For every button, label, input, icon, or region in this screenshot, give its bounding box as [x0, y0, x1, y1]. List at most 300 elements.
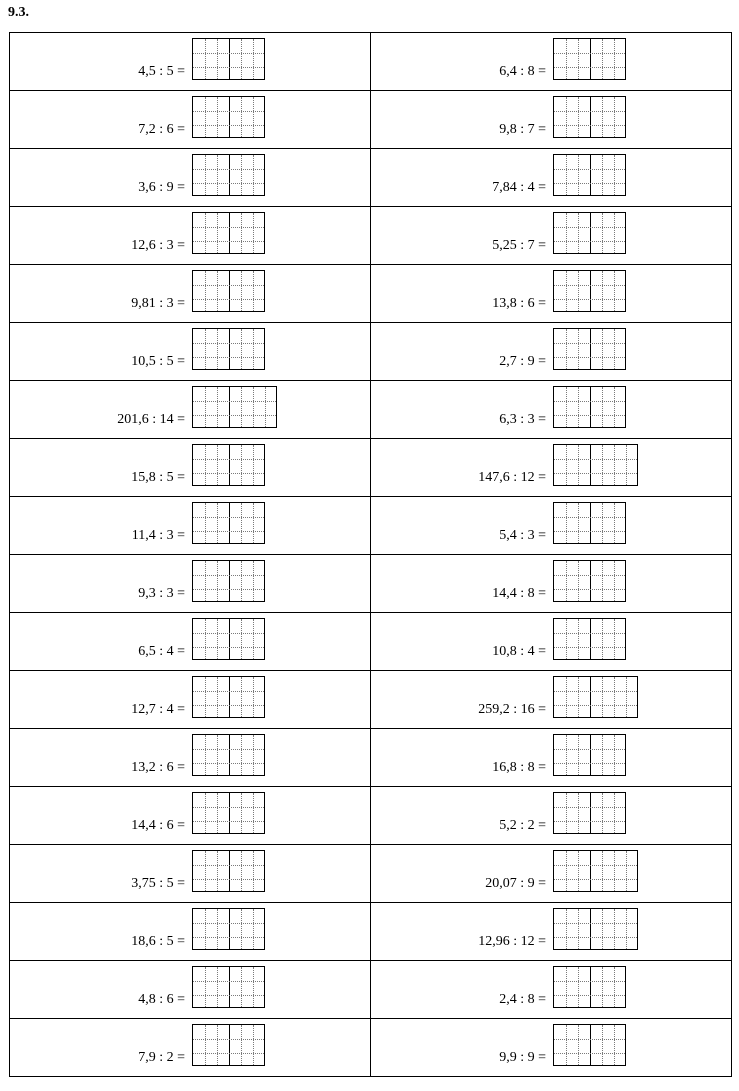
grid-column-line: [566, 735, 567, 775]
exercise-cell-left: [10, 961, 371, 1019]
grid-column-line: [578, 39, 579, 79]
grid-column-line: [241, 387, 242, 427]
grid-row-line: [554, 589, 625, 590]
grid-column-line: [217, 909, 218, 949]
division-expression: 18,6 : 5 =: [131, 934, 185, 949]
grid-column-line: [566, 1025, 567, 1065]
exercise-cell-left: [10, 497, 371, 555]
exercise-cell-left: [10, 265, 371, 323]
grid-column-line: [602, 619, 603, 659]
exercise-cell-right: [371, 555, 732, 613]
grid-column-line: [566, 619, 567, 659]
grid-column-line: [253, 909, 254, 949]
grid-column-line: [578, 561, 579, 601]
division-expression: 6,5 : 4 =: [138, 644, 185, 659]
grid-column-line: [229, 329, 230, 369]
division-expression: 5,4 : 3 =: [499, 528, 546, 543]
grid-column-line: [578, 97, 579, 137]
exercise-cell-left: [10, 555, 371, 613]
grid-column-line: [253, 271, 254, 311]
answer-grid[interactable]: [553, 734, 626, 776]
grid-row-line: [554, 923, 637, 924]
exercise-cell-left: [10, 729, 371, 787]
answer-grid[interactable]: [192, 676, 265, 718]
grid-column-line: [253, 503, 254, 543]
exercise-cell-left: [10, 381, 371, 439]
grid-row-line: [193, 633, 264, 634]
grid-row-line: [193, 705, 264, 706]
grid-row-line: [554, 1039, 625, 1040]
grid-column-line: [229, 271, 230, 311]
grid-row-line: [554, 227, 625, 228]
exercise-cell-right: [371, 323, 732, 381]
answer-grid[interactable]: [553, 270, 626, 312]
grid-row-line: [193, 183, 264, 184]
answer-grid[interactable]: [553, 676, 638, 718]
grid-column-line: [590, 155, 591, 195]
exercise-cell-left: [10, 613, 371, 671]
grid-column-line: [602, 967, 603, 1007]
exercise-cell-left: [10, 1019, 371, 1077]
answer-grid[interactable]: [553, 908, 638, 950]
grid-column-line: [590, 213, 591, 253]
grid-column-line: [566, 329, 567, 369]
grid-row-line: [193, 749, 264, 750]
answer-grid[interactable]: [553, 154, 626, 196]
grid-column-line: [590, 735, 591, 775]
grid-row-line: [554, 401, 625, 402]
grid-column-line: [614, 561, 615, 601]
grid-column-line: [614, 967, 615, 1007]
grid-column-line: [253, 735, 254, 775]
grid-column-line: [253, 619, 254, 659]
exercise-cell-right: [371, 439, 732, 497]
grid-column-line: [590, 39, 591, 79]
grid-column-line: [626, 677, 627, 717]
grid-column-line: [241, 561, 242, 601]
grid-column-line: [217, 97, 218, 137]
grid-row-line: [193, 995, 264, 996]
exercise-cell-right: [371, 1019, 732, 1077]
grid-column-line: [217, 677, 218, 717]
exercise-cell-left: [10, 787, 371, 845]
grid-row-line: [554, 1053, 625, 1054]
grid-column-line: [602, 445, 603, 485]
grid-column-line: [602, 909, 603, 949]
grid-row-line: [554, 473, 637, 474]
answer-grid[interactable]: [192, 38, 265, 80]
grid-row-line: [554, 821, 625, 822]
grid-column-line: [602, 851, 603, 891]
grid-column-line: [602, 97, 603, 137]
grid-column-line: [614, 677, 615, 717]
exercise-cell-left: [10, 323, 371, 381]
answer-grid[interactable]: [553, 1024, 626, 1066]
grid-column-line: [229, 97, 230, 137]
grid-column-line: [614, 213, 615, 253]
exercise-row: [10, 903, 732, 961]
exercise-cell-right: [371, 381, 732, 439]
division-expression: 9,9 : 9 =: [499, 1050, 546, 1065]
grid-column-line: [590, 271, 591, 311]
grid-column-line: [229, 387, 230, 427]
answer-grid[interactable]: [553, 792, 626, 834]
grid-column-line: [566, 39, 567, 79]
answer-grid[interactable]: [553, 560, 626, 602]
exercise-row: [10, 323, 732, 381]
grid-row-line: [193, 1053, 264, 1054]
grid-column-line: [590, 387, 591, 427]
grid-column-line: [217, 155, 218, 195]
exercise-row: [10, 787, 732, 845]
grid-column-line: [241, 793, 242, 833]
grid-row-line: [193, 691, 264, 692]
grid-column-line: [578, 503, 579, 543]
grid-column-line: [578, 329, 579, 369]
division-expression: 3,6 : 9 =: [138, 180, 185, 195]
grid-column-line: [217, 445, 218, 485]
grid-column-line: [205, 967, 206, 1007]
exercise-cell-left: [10, 33, 371, 91]
grid-row-line: [193, 937, 264, 938]
grid-row-line: [193, 473, 264, 474]
exercise-row: [10, 497, 732, 555]
exercise-row: [10, 961, 732, 1019]
grid-row-line: [193, 285, 264, 286]
grid-column-line: [590, 793, 591, 833]
answer-grid[interactable]: [192, 328, 265, 370]
grid-column-line: [614, 619, 615, 659]
grid-column-line: [217, 39, 218, 79]
answer-grid[interactable]: [192, 444, 265, 486]
grid-column-line: [614, 1025, 615, 1065]
answer-grid[interactable]: [192, 212, 265, 254]
exercise-cell-right: [371, 613, 732, 671]
exercise-cell-right: [371, 845, 732, 903]
grid-row-line: [554, 865, 637, 866]
grid-row-line: [193, 821, 264, 822]
grid-column-line: [566, 155, 567, 195]
exercise-row: [10, 555, 732, 613]
grid-column-line: [241, 735, 242, 775]
grid-column-line: [253, 445, 254, 485]
exercise-row: [10, 33, 732, 91]
grid-column-line: [253, 561, 254, 601]
exercise-cell-right: [371, 265, 732, 323]
division-expression: 7,9 : 2 =: [138, 1050, 185, 1065]
exercise-cell-left: [10, 149, 371, 207]
exercise-cell-left: [10, 91, 371, 149]
grid-column-line: [253, 1025, 254, 1065]
grid-column-line: [566, 793, 567, 833]
grid-row-line: [554, 53, 625, 54]
exercise-cell-right: [371, 903, 732, 961]
grid-column-line: [241, 619, 242, 659]
answer-grid[interactable]: [192, 618, 265, 660]
grid-column-line: [590, 909, 591, 949]
division-expression: 201,6 : 14 =: [117, 412, 185, 427]
division-expression: 7,2 : 6 =: [138, 122, 185, 137]
grid-column-line: [253, 155, 254, 195]
grid-column-line: [205, 155, 206, 195]
grid-column-line: [253, 387, 254, 427]
grid-column-line: [229, 39, 230, 79]
grid-column-line: [217, 213, 218, 253]
grid-column-line: [241, 445, 242, 485]
grid-row-line: [554, 299, 625, 300]
grid-row-line: [193, 111, 264, 112]
grid-column-line: [217, 793, 218, 833]
exercise-row: [10, 613, 732, 671]
answer-grid[interactable]: [192, 386, 277, 428]
grid-column-line: [590, 967, 591, 1007]
grid-row-line: [554, 691, 637, 692]
grid-column-line: [578, 793, 579, 833]
grid-column-line: [614, 155, 615, 195]
grid-row-line: [193, 879, 264, 880]
grid-column-line: [614, 793, 615, 833]
grid-column-line: [578, 909, 579, 949]
grid-column-line: [205, 503, 206, 543]
grid-column-line: [205, 387, 206, 427]
grid-column-line: [205, 909, 206, 949]
grid-column-line: [217, 387, 218, 427]
grid-column-line: [205, 271, 206, 311]
answer-grid[interactable]: [553, 966, 626, 1008]
division-expression: 4,5 : 5 =: [138, 64, 185, 79]
grid-row-line: [193, 531, 264, 532]
grid-column-line: [578, 155, 579, 195]
exercise-cell-left: [10, 845, 371, 903]
answer-grid[interactable]: [553, 502, 626, 544]
division-expression: 2,4 : 8 =: [499, 992, 546, 1007]
division-expression: 10,5 : 5 =: [131, 354, 185, 369]
answer-grid[interactable]: [192, 1024, 265, 1066]
grid-column-line: [614, 39, 615, 79]
exercise-cell-right: [371, 729, 732, 787]
grid-column-line: [566, 387, 567, 427]
grid-column-line: [614, 445, 615, 485]
division-expression: 15,8 : 5 =: [131, 470, 185, 485]
grid-row-line: [554, 343, 625, 344]
grid-row-line: [554, 67, 625, 68]
exercise-row: [10, 671, 732, 729]
grid-row-line: [193, 169, 264, 170]
division-expression: 9,8 : 7 =: [499, 122, 546, 137]
grid-column-line: [626, 445, 627, 485]
grid-column-line: [205, 1025, 206, 1065]
answer-grid[interactable]: [192, 734, 265, 776]
division-expression: 20,07 : 9 =: [485, 876, 546, 891]
grid-column-line: [626, 909, 627, 949]
exercise-number: 9.3.: [8, 5, 29, 20]
grid-row-line: [193, 517, 264, 518]
answer-grid[interactable]: [192, 560, 265, 602]
division-expression: 6,3 : 3 =: [499, 412, 546, 427]
grid-column-line: [229, 561, 230, 601]
grid-column-line: [229, 851, 230, 891]
grid-row-line: [554, 169, 625, 170]
grid-column-line: [602, 39, 603, 79]
grid-row-line: [554, 575, 625, 576]
grid-column-line: [614, 503, 615, 543]
grid-column-line: [229, 503, 230, 543]
grid-column-line: [253, 967, 254, 1007]
grid-column-line: [241, 155, 242, 195]
division-expression: 6,4 : 8 =: [499, 64, 546, 79]
answer-grid[interactable]: [192, 850, 265, 892]
grid-column-line: [229, 1025, 230, 1065]
grid-column-line: [602, 503, 603, 543]
grid-column-line: [253, 329, 254, 369]
grid-column-line: [590, 619, 591, 659]
grid-column-line: [229, 793, 230, 833]
grid-column-line: [614, 387, 615, 427]
grid-column-line: [253, 793, 254, 833]
grid-column-line: [205, 793, 206, 833]
grid-column-line: [566, 677, 567, 717]
grid-column-line: [602, 387, 603, 427]
division-expression: 9,3 : 3 =: [138, 586, 185, 601]
grid-column-line: [205, 735, 206, 775]
grid-column-line: [241, 503, 242, 543]
exercise-row: [10, 381, 732, 439]
grid-row-line: [554, 285, 625, 286]
grid-column-line: [578, 271, 579, 311]
division-expression: 5,2 : 2 =: [499, 818, 546, 833]
grid-row-line: [554, 111, 625, 112]
grid-column-line: [566, 213, 567, 253]
answer-grid[interactable]: [553, 850, 638, 892]
exercise-row: [10, 729, 732, 787]
grid-column-line: [241, 967, 242, 1007]
grid-column-line: [205, 677, 206, 717]
grid-column-line: [566, 909, 567, 949]
grid-column-line: [602, 561, 603, 601]
grid-column-line: [602, 213, 603, 253]
grid-column-line: [217, 271, 218, 311]
exercise-table: [9, 32, 732, 1077]
exercise-cell-right: [371, 149, 732, 207]
exercise-cell-right: [371, 671, 732, 729]
answer-grid[interactable]: [192, 502, 265, 544]
answer-grid[interactable]: [192, 792, 265, 834]
answer-grid[interactable]: [553, 386, 626, 428]
grid-column-line: [217, 967, 218, 1007]
grid-column-line: [205, 329, 206, 369]
exercise-cell-right: [371, 787, 732, 845]
grid-column-line: [602, 329, 603, 369]
grid-row-line: [554, 937, 637, 938]
grid-column-line: [241, 97, 242, 137]
division-expression: 12,96 : 12 =: [478, 934, 546, 949]
grid-column-line: [241, 271, 242, 311]
grid-column-line: [253, 97, 254, 137]
grid-column-line: [253, 677, 254, 717]
division-expression: 12,7 : 4 =: [131, 702, 185, 717]
grid-column-line: [241, 329, 242, 369]
grid-column-line: [578, 735, 579, 775]
grid-row-line: [554, 125, 625, 126]
grid-row-line: [554, 357, 625, 358]
answer-grid[interactable]: [192, 154, 265, 196]
answer-grid[interactable]: [553, 212, 626, 254]
grid-column-line: [229, 909, 230, 949]
exercise-cell-left: [10, 207, 371, 265]
grid-column-line: [602, 793, 603, 833]
answer-grid[interactable]: [192, 966, 265, 1008]
answer-grid[interactable]: [192, 96, 265, 138]
grid-column-line: [205, 97, 206, 137]
exercise-cell-left: [10, 671, 371, 729]
grid-column-line: [241, 39, 242, 79]
exercise-cell-left: [10, 903, 371, 961]
grid-column-line: [590, 851, 591, 891]
grid-column-line: [590, 97, 591, 137]
grid-column-line: [566, 967, 567, 1007]
grid-row-line: [554, 995, 625, 996]
division-expression: 3,75 : 5 =: [131, 876, 185, 891]
grid-column-line: [566, 445, 567, 485]
grid-row-line: [193, 647, 264, 648]
answer-grid[interactable]: [553, 444, 638, 486]
answer-grid[interactable]: [192, 270, 265, 312]
exercise-row: [10, 1019, 732, 1077]
answer-grid[interactable]: [553, 618, 626, 660]
answer-grid[interactable]: [192, 908, 265, 950]
grid-column-line: [614, 909, 615, 949]
grid-column-line: [205, 619, 206, 659]
grid-row-line: [554, 879, 637, 880]
grid-row-line: [554, 981, 625, 982]
division-expression: 10,8 : 4 =: [492, 644, 546, 659]
grid-column-line: [241, 677, 242, 717]
exercise-cell-right: [371, 961, 732, 1019]
grid-row-line: [193, 241, 264, 242]
grid-column-line: [566, 97, 567, 137]
grid-column-line: [602, 271, 603, 311]
exercise-cell-right: [371, 91, 732, 149]
exercise-row: [10, 439, 732, 497]
grid-column-line: [614, 97, 615, 137]
grid-column-line: [205, 213, 206, 253]
grid-column-line: [578, 445, 579, 485]
division-expression: 16,8 : 8 =: [492, 760, 546, 775]
exercise-row: [10, 91, 732, 149]
grid-column-line: [590, 561, 591, 601]
grid-column-line: [590, 445, 591, 485]
grid-row-line: [193, 53, 264, 54]
grid-column-line: [602, 1025, 603, 1065]
answer-grid[interactable]: [553, 96, 626, 138]
grid-column-line: [602, 677, 603, 717]
grid-column-line: [566, 271, 567, 311]
division-expression: 14,4 : 6 =: [131, 818, 185, 833]
grid-column-line: [217, 1025, 218, 1065]
grid-row-line: [554, 415, 625, 416]
grid-row-line: [193, 923, 264, 924]
grid-column-line: [205, 39, 206, 79]
grid-column-line: [205, 561, 206, 601]
division-expression: 7,84 : 4 =: [492, 180, 546, 195]
grid-row-line: [193, 125, 264, 126]
answer-grid[interactable]: [553, 328, 626, 370]
exercise-cell-left: [10, 439, 371, 497]
division-expression: 147,6 : 12 =: [478, 470, 546, 485]
grid-column-line: [578, 677, 579, 717]
grid-row-line: [554, 517, 625, 518]
answer-grid[interactable]: [553, 38, 626, 80]
